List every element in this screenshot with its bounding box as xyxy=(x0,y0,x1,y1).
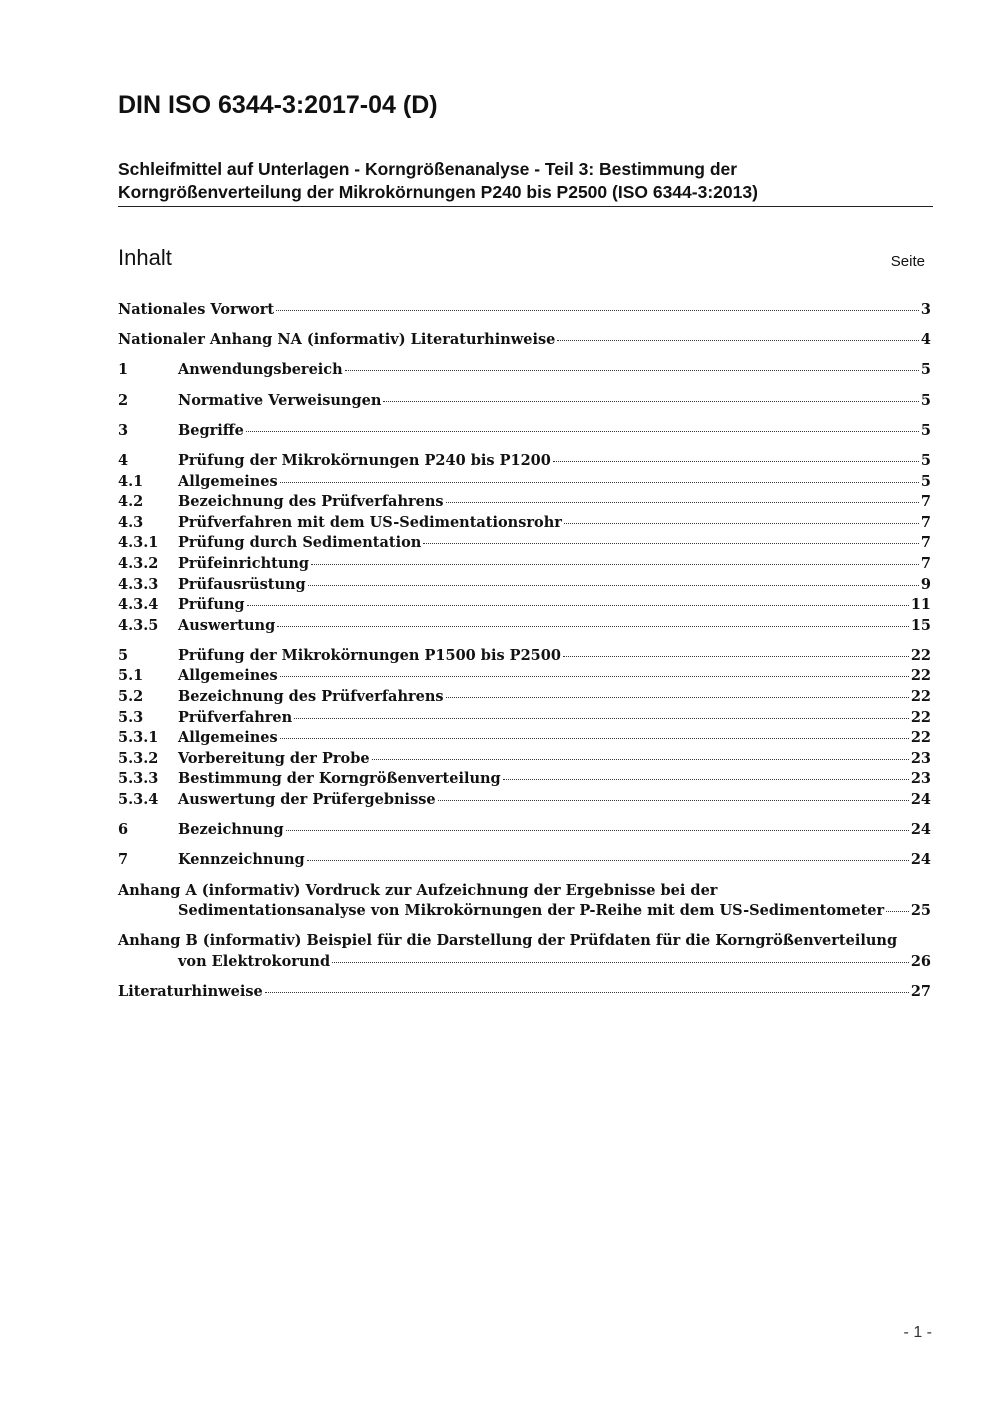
toc-entry-label: Nationales Vorwort xyxy=(118,301,275,318)
toc-entry-label: Bestimmung der Korngrößenverteilung xyxy=(178,770,501,788)
toc-entry-number: 4.2 xyxy=(118,493,144,511)
toc-entry-annex-b[interactable] xyxy=(118,931,931,972)
toc-entry[interactable] xyxy=(118,749,931,770)
toc-entry[interactable] xyxy=(118,513,931,534)
toc-entry-page: 22 xyxy=(910,646,931,664)
toc-group-spacer xyxy=(118,973,931,983)
dot-leader xyxy=(280,675,909,677)
toc-entry[interactable] xyxy=(118,687,931,708)
toc-group-spacer xyxy=(118,922,931,932)
dot-leader xyxy=(383,400,919,402)
toc-entry-page: 7 xyxy=(920,513,931,531)
toc-entry-number: 5.3.2 xyxy=(118,749,159,767)
toc-entry-page: 7 xyxy=(920,554,931,572)
toc-entry[interactable] xyxy=(118,472,931,493)
toc-group-spacer xyxy=(118,871,931,881)
toc-entry-number: 4.1 xyxy=(118,472,144,490)
table-of-contents xyxy=(118,300,931,1003)
toc-entry-page: 5 xyxy=(920,472,931,490)
toc-entry-page: 9 xyxy=(920,575,931,593)
dot-leader xyxy=(563,655,909,657)
toc-entry[interactable] xyxy=(118,554,931,575)
dot-leader xyxy=(423,542,919,544)
toc-entry-label: Auswertung der Prüfergebnisse xyxy=(178,791,436,809)
toc-entry-bibliography[interactable] xyxy=(118,982,931,1003)
toc-entry[interactable] xyxy=(118,391,931,412)
dot-leader xyxy=(311,563,919,565)
toc-entry-number: 3 xyxy=(118,421,129,439)
toc-entry-page: 22 xyxy=(910,667,931,685)
dot-leader xyxy=(247,604,909,606)
toc-entry[interactable] xyxy=(118,728,931,749)
toc-entry[interactable] xyxy=(118,850,931,871)
toc-entry[interactable] xyxy=(118,360,931,381)
toc-annex-line-1: Anhang B (informativ) Beispiel für die Darstellung der Prüfdaten für die Korngrößenverteilung xyxy=(118,932,898,950)
title-divider xyxy=(118,206,933,207)
toc-entry-label: Kennzeichnung xyxy=(178,851,305,869)
document-title xyxy=(118,158,933,204)
toc-entry-label: Bezeichnung xyxy=(178,821,284,839)
toc-entry[interactable] xyxy=(118,330,931,351)
dot-leader xyxy=(438,799,909,801)
toc-entry-number: 2 xyxy=(118,391,129,409)
toc-entry-page: 23 xyxy=(910,770,931,788)
dot-leader xyxy=(280,481,919,483)
toc-entry-label: Allgemeines xyxy=(178,472,278,490)
toc-entry-number: 5.2 xyxy=(118,688,144,706)
toc-entry-page: 7 xyxy=(920,534,931,552)
toc-entry[interactable] xyxy=(118,708,931,729)
dot-leader xyxy=(280,737,909,739)
toc-entry-label: Prüfung der Mikrokörnungen P240 bis P1200 xyxy=(178,451,551,469)
dot-leader xyxy=(308,584,919,586)
toc-entry-label: Literaturhinweise xyxy=(118,983,263,1001)
dot-leader xyxy=(446,696,909,698)
toc-entry-label: Bezeichnung des Prüfverfahrens xyxy=(178,688,444,706)
document-title-line-2: Korngrößenverteilung der Mikrokörnungen P240 bis P2500 (ISO 6344-3:2013) xyxy=(118,182,758,202)
toc-entry-page: 26 xyxy=(910,952,931,970)
dot-leader xyxy=(557,339,919,341)
dot-leader xyxy=(564,522,919,524)
toc-entry-page: 3 xyxy=(920,301,931,318)
document-id: DIN ISO 6344-3:2017-04 (D) xyxy=(118,91,438,119)
dot-leader xyxy=(286,829,909,831)
dot-leader xyxy=(345,369,919,371)
dot-leader xyxy=(503,778,909,780)
toc-entry-page: 5 xyxy=(920,361,931,379)
dot-leader xyxy=(307,859,909,861)
toc-entry[interactable] xyxy=(118,646,931,667)
toc-entry-number: 5 xyxy=(118,646,129,664)
toc-entry[interactable] xyxy=(118,790,931,811)
toc-entry-label: Auswertung xyxy=(178,616,276,634)
toc-entry-label: Anwendungsbereich xyxy=(178,361,343,379)
toc-group-spacer xyxy=(118,441,931,451)
toc-entry-page: 4 xyxy=(920,331,931,349)
dot-leader xyxy=(294,717,909,719)
toc-entry[interactable] xyxy=(118,575,931,596)
toc-entry-number: 7 xyxy=(118,851,129,869)
toc-heading: Inhalt xyxy=(118,245,172,270)
toc-entry-page: 22 xyxy=(910,688,931,706)
toc-group-spacer xyxy=(118,351,931,361)
toc-entry-label: Prüfausrüstung xyxy=(178,575,306,593)
toc-group-spacer xyxy=(118,841,931,851)
toc-entry[interactable] xyxy=(118,300,931,321)
dot-leader xyxy=(332,961,909,963)
toc-entry[interactable] xyxy=(118,421,931,442)
dot-leader xyxy=(246,430,919,432)
toc-annex-label: von Elektrokorund xyxy=(178,952,331,970)
toc-entry-page: 24 xyxy=(910,791,931,809)
toc-entry-label: Prüfverfahren xyxy=(178,708,293,726)
toc-annex-label: Sedimentationsanalyse von Mikrokörnungen der P-Reihe mit dem US-Sedimentometer xyxy=(178,902,885,920)
toc-entry-number: 4.3.2 xyxy=(118,554,159,572)
toc-entry-page: 22 xyxy=(910,729,931,747)
toc-entry[interactable] xyxy=(118,595,931,616)
dot-leader xyxy=(276,309,919,311)
toc-annex-line-1: Anhang A (informativ) Vordruck zur Aufzeichnung der Ergebnisse bei der xyxy=(118,881,718,899)
toc-entry-page: 27 xyxy=(910,983,931,1001)
toc-entry[interactable] xyxy=(118,451,931,472)
toc-entry[interactable] xyxy=(118,820,931,841)
toc-entry-page: 25 xyxy=(910,902,931,920)
dot-leader xyxy=(553,460,919,462)
toc-group-spacer xyxy=(118,811,931,821)
toc-group-spacer xyxy=(118,321,931,331)
toc-entry-page: 5 xyxy=(920,451,931,469)
toc-entry[interactable] xyxy=(118,492,931,513)
toc-entry-page: 24 xyxy=(910,851,931,869)
toc-entry-label: Begriffe xyxy=(178,421,244,439)
document-title-line-1: Schleifmittel auf Unterlagen - Korngrößenanalyse - Teil 3: Bestimmung der xyxy=(118,159,738,179)
toc-entry-page: 15 xyxy=(910,616,931,634)
dot-leader xyxy=(886,910,909,912)
toc-group-spacer xyxy=(118,411,931,421)
toc-entry-number: 4.3.4 xyxy=(118,596,159,614)
toc-entry-number: 6 xyxy=(118,821,129,839)
toc-entry-label: Prüfeinrichtung xyxy=(178,554,310,572)
toc-entry[interactable] xyxy=(118,769,931,790)
toc-entry-number: 5.3.1 xyxy=(118,729,159,747)
toc-entry-number: 4.3.5 xyxy=(118,616,159,634)
toc-entry[interactable] xyxy=(118,666,931,687)
toc-entry-page: 5 xyxy=(920,421,931,439)
toc-entry-number: 4.3 xyxy=(118,513,144,531)
toc-entry-annex-a[interactable] xyxy=(118,881,931,922)
toc-annex-line-2 xyxy=(118,952,931,973)
toc-entry-page: 7 xyxy=(920,493,931,511)
toc-entry[interactable] xyxy=(118,533,931,554)
toc-entry-number: 5.1 xyxy=(118,667,144,685)
toc-entry-label: Allgemeines xyxy=(178,729,278,747)
toc-entry-page: 11 xyxy=(910,596,931,614)
page-number: - 1 - xyxy=(903,1324,932,1341)
toc-entry-label: Vorbereitung der Probe xyxy=(178,749,370,767)
toc-entry-page: 22 xyxy=(910,708,931,726)
toc-entry-page: 24 xyxy=(910,821,931,839)
toc-entry-label: Allgemeines xyxy=(178,667,278,685)
toc-entry[interactable] xyxy=(118,616,931,637)
toc-entry-label: Prüfung der Mikrokörnungen P1500 bis P2500 xyxy=(178,646,561,664)
toc-entry-page: 23 xyxy=(910,749,931,767)
toc-entry-label: Prüfung xyxy=(178,596,245,614)
dot-leader xyxy=(372,758,909,760)
toc-entry-number: 5.3.3 xyxy=(118,770,159,788)
toc-entry-label: Prüfverfahren mit dem US-Sedimentationsrohr xyxy=(178,513,562,531)
toc-entry-label: Bezeichnung des Prüfverfahrens xyxy=(178,493,444,511)
toc-entry-number: 4.3.3 xyxy=(118,575,159,593)
toc-entry-label: Normative Verweisungen xyxy=(178,391,382,409)
toc-entry-number: 5.3.4 xyxy=(118,791,159,809)
toc-page-column-label: Seite xyxy=(890,253,925,270)
toc-group-spacer xyxy=(118,636,931,646)
dot-leader xyxy=(277,625,909,627)
toc-entry-number: 5.3 xyxy=(118,708,144,726)
toc-group-spacer xyxy=(118,381,931,391)
dot-leader xyxy=(265,991,909,993)
toc-entry-number: 4.3.1 xyxy=(118,534,159,552)
toc-entry-label: Nationaler Anhang NA (informativ) Literaturhinweise xyxy=(118,331,556,349)
toc-entry-number: 4 xyxy=(118,451,129,469)
toc-annex-line-2 xyxy=(118,901,931,922)
toc-entry-number: 1 xyxy=(118,361,129,379)
toc-entry-page: 5 xyxy=(920,391,931,409)
toc-entry-label: Prüfung durch Sedimentation xyxy=(178,534,422,552)
dot-leader xyxy=(446,501,919,503)
